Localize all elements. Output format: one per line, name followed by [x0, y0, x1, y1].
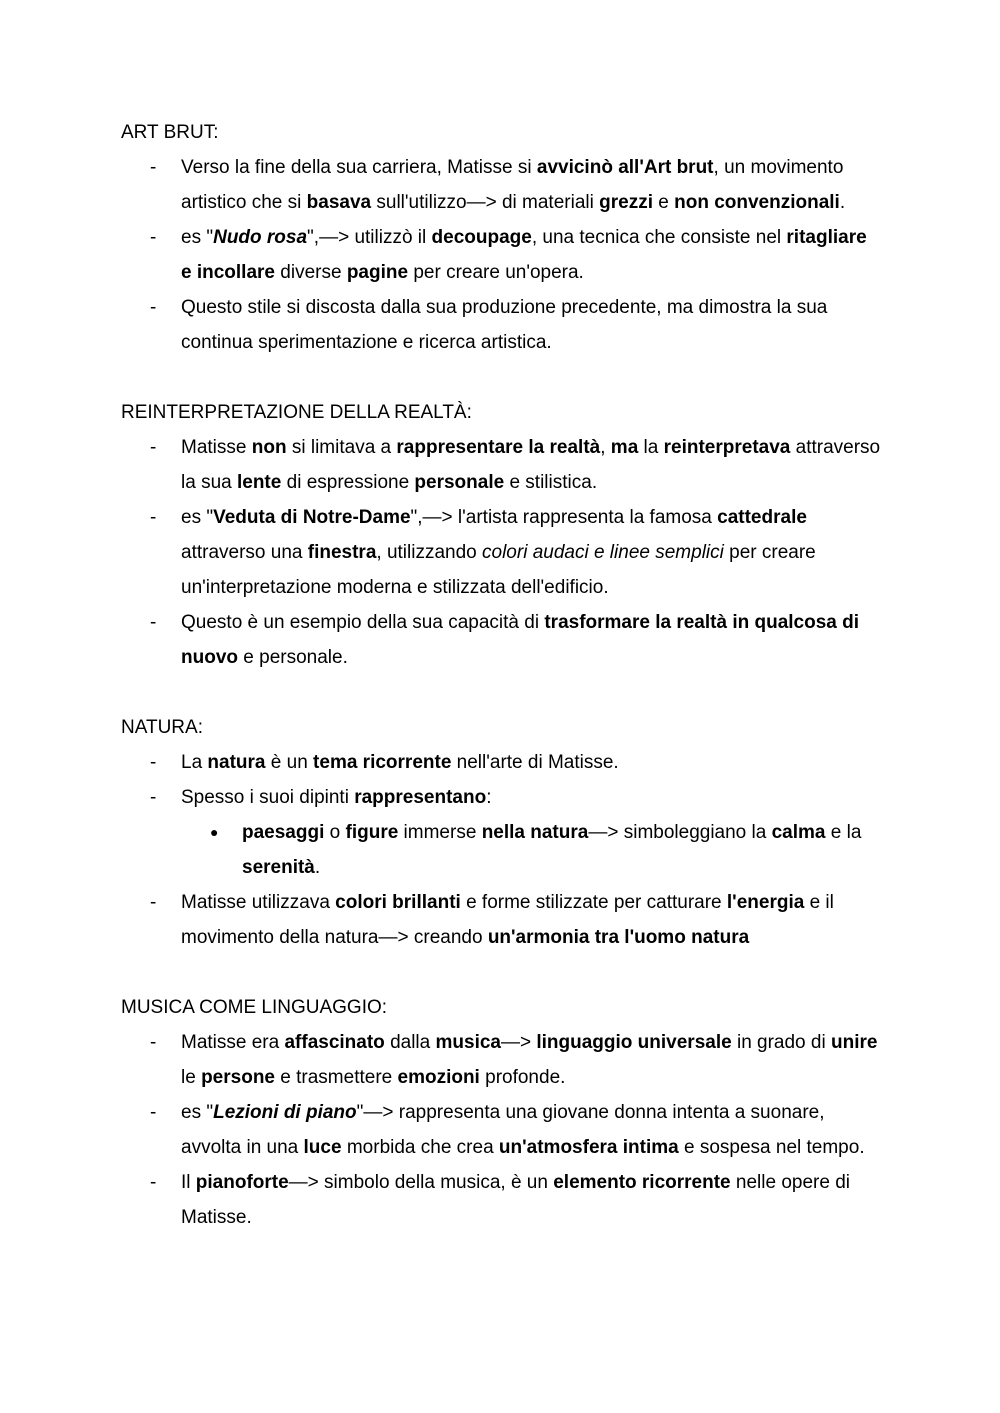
- text-run: , utilizzando: [376, 542, 483, 563]
- bold-text: pianoforte: [195, 1172, 289, 1193]
- bold-text: basava: [306, 192, 372, 213]
- text-run: Questo stile si discosta dalla sua produzione precedente, ma dimostra la sua continua sperimentazione e ricerca artistica.: [181, 297, 828, 353]
- bold-text: calma: [771, 822, 826, 843]
- bold-text: trasformare la realtà in qualcosa di nuovo: [181, 612, 860, 668]
- text-run: , un movimento artistico che si: [181, 157, 844, 213]
- bold-text: personale: [414, 472, 505, 493]
- text-run: e la: [825, 822, 862, 843]
- text-run: diverse: [275, 262, 347, 283]
- text-run: .: [314, 857, 321, 878]
- bold-text: figure: [345, 822, 399, 843]
- bold-text: l'energia: [726, 892, 805, 913]
- list-item: [121, 780, 881, 885]
- bold-text: pagine: [346, 262, 409, 283]
- list-item: [121, 220, 881, 290]
- bold-text: serenità: [242, 857, 315, 878]
- list-item: [121, 290, 881, 360]
- section-heading: REINTERPRETAZIONE DELLA REALTÀ:: [121, 402, 472, 423]
- bold-text: linguaggio universale: [536, 1032, 732, 1053]
- bold-text: un'atmosfera intima: [498, 1137, 679, 1158]
- list-item: [121, 605, 881, 675]
- text-run: morbida che crea: [341, 1137, 499, 1158]
- text-run: es ": [181, 227, 214, 248]
- text-run: di espressione: [281, 472, 415, 493]
- section: [121, 710, 881, 955]
- emphasis-text: Nudo rosa: [213, 227, 308, 248]
- text-run: —>: [500, 1032, 537, 1053]
- text-run: in grado di: [731, 1032, 831, 1053]
- text-run: e: [652, 192, 675, 213]
- text-run: la: [638, 437, 664, 458]
- bold-text: tema ricorrente: [313, 752, 452, 773]
- text-run: Spesso i suoi dipinti: [181, 787, 355, 808]
- bold-text: non convenzionali: [674, 192, 840, 213]
- text-run: si limitava a: [286, 437, 397, 458]
- bold-text: non: [251, 437, 287, 458]
- list-item: [121, 745, 881, 780]
- text-run: per creare un'interpretazione moderna e stilizzata dell'edificio.: [181, 542, 816, 598]
- bold-text: elemento ricorrente: [553, 1172, 731, 1193]
- text-run: ",—> utilizzò il: [307, 227, 432, 248]
- text-run: nell'arte di Matisse.: [451, 752, 619, 773]
- list-item: [121, 150, 881, 220]
- text-run: profonde.: [479, 1067, 566, 1088]
- dash-list: [121, 150, 881, 360]
- text-run: e stilistica.: [504, 472, 598, 493]
- text-run: le: [181, 1067, 202, 1088]
- text-run: Questo è un esempio della sua capacità di: [181, 612, 545, 633]
- list-item: [121, 885, 881, 955]
- bullet-item: [181, 815, 881, 885]
- text-run: e sospesa nel tempo.: [678, 1137, 865, 1158]
- list-item: [121, 500, 881, 605]
- list-item: [121, 1095, 881, 1165]
- text-run: —> simboleggiano la: [588, 822, 772, 843]
- text-run: Matisse era: [181, 1032, 285, 1053]
- bold-text: cattedrale: [717, 507, 807, 528]
- dash-list: [121, 745, 881, 955]
- bold-text: nella natura: [481, 822, 589, 843]
- document-body: [121, 115, 881, 1235]
- italic-text: colori audaci e linee semplici: [482, 542, 724, 563]
- section: [121, 990, 881, 1235]
- text-run: —> simbolo della musica, è un: [288, 1172, 554, 1193]
- text-run: e il movimento della natura—> creando: [181, 892, 834, 948]
- text-run: Matisse utilizzava: [181, 892, 336, 913]
- bold-text: unire: [830, 1032, 878, 1053]
- section-heading: NATURA:: [121, 717, 203, 738]
- text-run: immerse: [398, 822, 482, 843]
- bold-text: reinterpretava: [663, 437, 791, 458]
- dash-list: [121, 1025, 881, 1235]
- bold-text: rappresentano: [354, 787, 487, 808]
- text-run: ",—> l'artista rappresenta la famosa: [410, 507, 718, 528]
- bold-text: natura: [207, 752, 266, 773]
- text-run: es ": [181, 1102, 214, 1123]
- bullet-list: [181, 815, 881, 885]
- text-run: "—> rappresenta una giovane donna intenta a suonare, avvolta in una: [181, 1102, 825, 1158]
- text-run: è un: [265, 752, 314, 773]
- section: [121, 395, 881, 675]
- text-run: Il: [181, 1172, 196, 1193]
- text-run: o: [324, 822, 346, 843]
- section-heading: ART BRUT:: [121, 122, 219, 143]
- text-run: La: [181, 752, 208, 773]
- list-item: [121, 1025, 881, 1095]
- bold-text: colori brillanti: [335, 892, 461, 913]
- text-run: :: [486, 787, 492, 808]
- text-run: nelle opere di Matisse.: [181, 1172, 850, 1228]
- list-item: [121, 1165, 881, 1235]
- bold-text: grezzi: [599, 192, 653, 213]
- bold-text: avvicinò all'Art brut: [536, 157, 714, 178]
- bold-text: affascinato: [284, 1032, 385, 1053]
- bold-text: paesaggi: [242, 822, 325, 843]
- bold-text: ma: [610, 437, 639, 458]
- text-run: e forme stilizzate per catturare: [460, 892, 727, 913]
- bold-text: rappresentare la realtà: [396, 437, 601, 458]
- text-run: Matisse: [181, 437, 252, 458]
- text-run: ,: [600, 437, 611, 458]
- bold-text: decoupage: [431, 227, 532, 248]
- text-run: attraverso una: [181, 542, 308, 563]
- emphasis-text: Lezioni di piano: [213, 1102, 357, 1123]
- bold-text: Veduta di Notre-Dame: [213, 507, 411, 528]
- bold-text: musica: [435, 1032, 501, 1053]
- text-run: per creare un'opera.: [408, 262, 584, 283]
- bold-text: luce: [303, 1137, 342, 1158]
- text-run: attraverso la sua: [181, 437, 881, 493]
- bold-text: emozioni: [397, 1067, 480, 1088]
- bold-text: finestra: [307, 542, 377, 563]
- text-run: .: [839, 192, 846, 213]
- text-run: es ": [181, 507, 214, 528]
- list-item: [121, 430, 881, 500]
- text-run: Verso la fine della sua carriera, Matisse si: [181, 157, 537, 178]
- text-run: , una tecnica che consiste nel: [531, 227, 787, 248]
- text-run: dalla: [384, 1032, 436, 1053]
- bold-text: persone: [201, 1067, 275, 1088]
- section: [121, 115, 881, 360]
- text-run: e personale.: [238, 647, 348, 668]
- bold-text: un'armonia tra l'uomo natura: [487, 927, 750, 948]
- section-heading: MUSICA COME LINGUAGGIO:: [121, 997, 388, 1018]
- bold-text: lente: [236, 472, 282, 493]
- text-run: e trasmettere: [275, 1067, 398, 1088]
- text-run: sull'utilizzo—> di materiali: [371, 192, 600, 213]
- bold-text: ritagliare e incollare: [181, 227, 867, 283]
- dash-list: [121, 430, 881, 675]
